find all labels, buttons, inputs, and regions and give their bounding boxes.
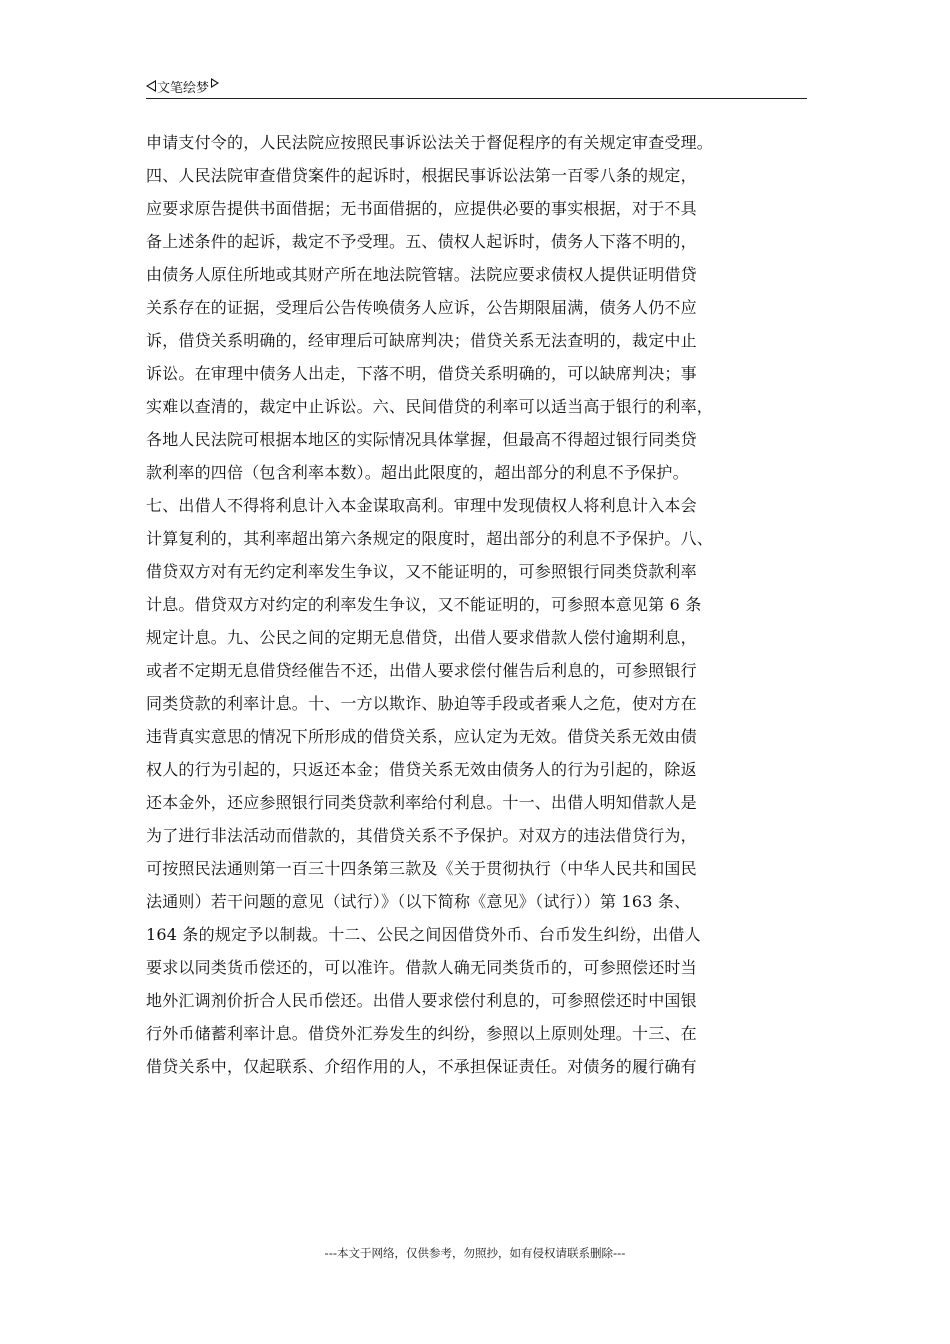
text-line: 借贷关系中，仅起联系、介绍作用的人，不承担保证责任。对债务的履行确有 bbox=[146, 1057, 697, 1076]
text-line: 应要求原告提供书面借据；无书面借据的，应提供必要的事实根据，对于不具 bbox=[146, 199, 697, 218]
triangle-right-outline-icon bbox=[211, 78, 219, 88]
text-line: 为了进行非法活动而借款的，其借贷关系不予保护。对双方的违法借贷行为， bbox=[146, 826, 697, 845]
text-line: 同类贷款的利率计息。十、一方以欺诈、胁迫等手段或者乘人之危，使对方在 bbox=[146, 694, 697, 713]
text-line: 款利率的四倍（包含利率本数）。超出此限度的，超出部分的利息不予保护。 bbox=[146, 463, 689, 482]
text-line: 借贷双方对有无约定利率发生争议，又不能证明的，可参照银行同类贷款利率 bbox=[146, 562, 697, 581]
header-title: 文笔绘梦 bbox=[157, 80, 210, 96]
text-line: 关系存在的证据，受理后公告传唤债务人应诉，公告期限届满，债务人仍不应 bbox=[146, 298, 697, 317]
text-line: 要求以同类货币偿还的，可以准许。借款人确无同类货币的，可参照偿还时当 bbox=[146, 958, 697, 977]
text-line: 法通则）若干问题的意见（试行）》（以下简称《意见》（试行））第 163 条、 bbox=[146, 892, 691, 911]
text-line: 164 条的规定予以制裁。十二、公民之间因借贷外币、台币发生纠纷，出借人 bbox=[146, 925, 701, 944]
text-line: 四、人民法院审查借贷案件的起诉时，根据民事诉讼法第一百零八条的规定， bbox=[146, 166, 697, 185]
text-line: 计息。借贷双方对约定的利率发生争议，又不能证明的，可参照本意见第 6 条 bbox=[146, 595, 702, 614]
text-line: 备上述条件的起诉，裁定不予受理。五、债权人起诉时，债务人下落不明的， bbox=[146, 232, 697, 251]
text-line: 权人的行为引起的，只返还本金；借贷关系无效由债务人的行为引起的，除返 bbox=[146, 760, 697, 779]
text-line: 计算复利的，其利率超出第六条规定的限度时，超出部分的利息不予保护。八、 bbox=[146, 529, 714, 548]
text-line: 还本金外，还应参照银行同类贷款利率给付利息。十一、出借人明知借款人是 bbox=[146, 793, 697, 812]
text-line: 由债务人原住所地或其财产所在地法院管辖。法院应要求债权人提供证明借贷 bbox=[146, 265, 697, 284]
text-line: 规定计息。九、公民之间的定期无息借贷，出借人要求借款人偿付逾期利息， bbox=[146, 628, 697, 647]
triangle-left-outline-icon bbox=[146, 80, 156, 92]
text-line: 七、出借人不得将利息计入本金谋取高利。审理中发现债权人将利息计入本会 bbox=[146, 496, 697, 515]
document-body bbox=[146, 126, 810, 1083]
text-line: 行外币储蓄利率计息。借贷外汇券发生的纠纷，参照以上原则处理。十三、在 bbox=[146, 1024, 697, 1043]
text-line: 各地人民法院可根据本地区的实际情况具体掌握，但最高不得超过银行同类贷 bbox=[146, 430, 697, 449]
page-header bbox=[146, 74, 807, 99]
text-line: 诉，借贷关系明确的，经审理后可缺席判决；借贷关系无法查明的，裁定中止 bbox=[146, 331, 697, 350]
text-line: 可按照民法通则第一百三十四条第三款及《关于贯彻执行（中华人民共和国民 bbox=[146, 859, 697, 878]
text-line: 地外汇调剂价折合人民币偿还。出借人要求偿付利息的，可参照偿还时中国银 bbox=[146, 991, 697, 1010]
text-line: 违背真实意思的情况下所形成的借贷关系，应认定为无效。借贷关系无效由债 bbox=[146, 727, 697, 746]
text-line: 诉讼。在审理中债务人出走，下落不明，借贷关系明确的，可以缺席判决；事 bbox=[146, 364, 697, 383]
page-footer: ---本文于网络，仅供参考，勿照抄，如有侵权请联系删除--- bbox=[324, 1246, 626, 1260]
text-line: 申请支付令的，人民法院应按照民事诉讼法关于督促程序的有关规定审查受理。 bbox=[146, 133, 714, 152]
text-line: 实难以查清的，裁定中止诉讼。六、民间借贷的利率可以适当高于银行的利率， bbox=[146, 397, 714, 416]
text-line: 或者不定期无息借贷经催告不还，出借人要求偿付催告后利息的，可参照银行 bbox=[146, 661, 697, 680]
